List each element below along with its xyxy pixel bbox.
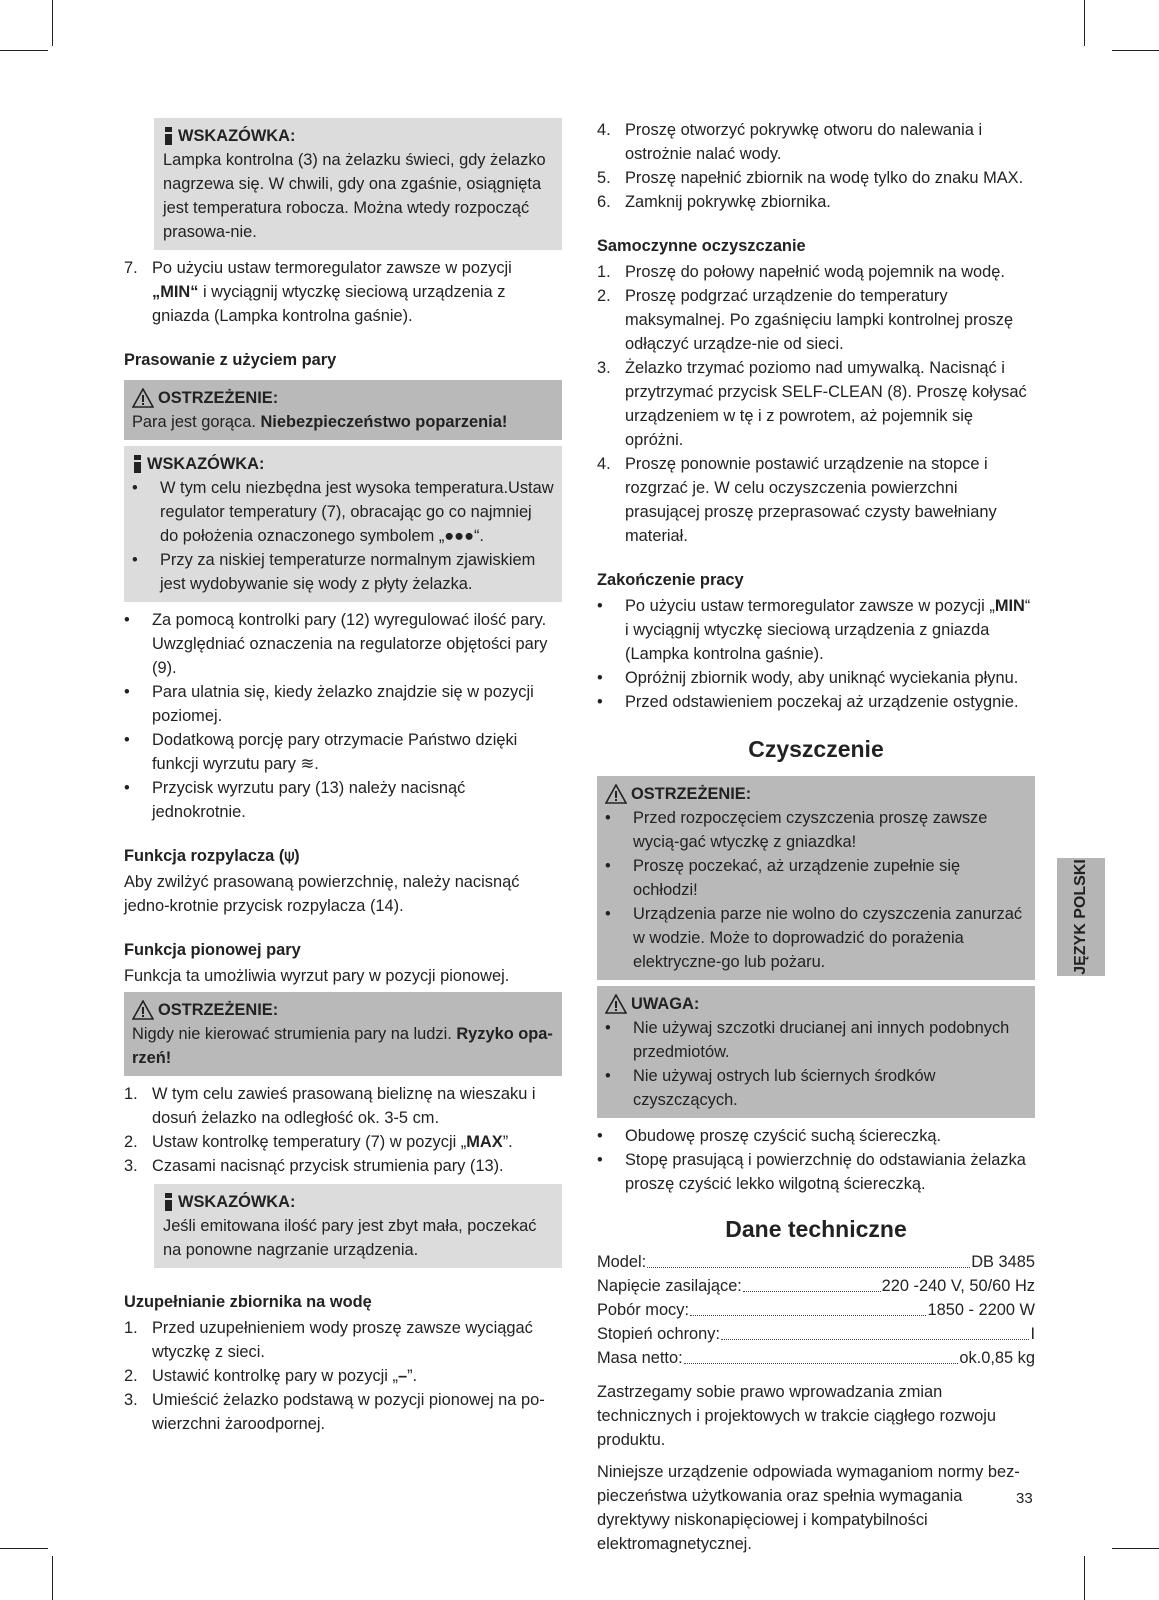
list-item: • Para ulatnia się, kiedy żelazko znajdzie się w pozycji poziomej.	[124, 683, 534, 725]
list-item: 4. Proszę otworzyć pokrywkę otworu do nalewania i ostrożnie nalać wody.	[597, 121, 983, 163]
list-item: 7. Po użyciu ustaw termoregulator zawsze w pozycji „MIN“ i wyciągnij wtyczkę sieciową urządzenia z gniazda (Lampka kontrolna gaśnie).	[124, 259, 512, 325]
list-item: 5. Proszę napełnić zbiornik na wodę tylko do znaku MAX.	[597, 169, 1024, 187]
info-icon	[132, 455, 143, 473]
crop-mark	[1084, 0, 1085, 46]
section-heading: Samoczynne oczyszczanie	[597, 237, 806, 255]
note-box	[154, 118, 562, 250]
section-heading: Prasowanie z użyciem pary	[124, 351, 337, 369]
paragraph: Funkcja ta umożliwia wyrzut pary w pozycji pionowej.	[124, 967, 510, 985]
section-title: Czyszczenie	[748, 736, 884, 762]
note-header: WSKAZÓWKA:	[132, 452, 554, 476]
list-item: • Przy za niskiej temperaturze normalnym zjawiskiem jest wydobywanie się wody z płyty żelazka.	[132, 551, 536, 593]
list-item: • Przed odstawieniem poczekaj aż urządzenie ostygnie.	[597, 693, 1019, 711]
note-header: WSKAZÓWKA:	[163, 124, 554, 148]
spec-row: Pobór mocy: 1850 - 2200 W	[597, 1301, 1035, 1319]
note-box	[154, 1184, 562, 1268]
spec-row: Stopień ochrony: I	[597, 1325, 1035, 1343]
list-item: 3. Żelazko trzymać poziomo nad umywalką. Nacisnąć i przytrzymać przycisk SELF-CLEAN (8). Proszę kołysać urządzeniem w tę i z powrotem, aż pojemnik się opróżni.	[597, 359, 1027, 449]
crop-mark	[0, 50, 48, 51]
warning-triangle-icon	[605, 784, 627, 804]
note-box	[124, 446, 562, 602]
spec-row: Napięcie zasilające: 220 -240 V, 50/60 Hz	[597, 1277, 1035, 1295]
warning-box	[597, 776, 1035, 980]
section-heading: Funkcja pionowej pary	[124, 941, 301, 959]
list-item: • Proszę poczekać, aż urządzenie zupełnie się ochłodzi!	[605, 857, 961, 899]
caution-header: UWAGA:	[605, 992, 1027, 1016]
info-icon	[163, 127, 174, 145]
list-item: • Dodatkową porcję pary otrzymacie Państwo dzięki funkcji wyrzutu pary ≋.	[124, 731, 518, 773]
warning-header: OSTRZEŻENIE:	[132, 998, 554, 1022]
note-text: Jeśli emitowana ilość pary jest zbyt mała, poczekać na ponowne nagrzanie urządzenia.	[163, 1217, 537, 1259]
list-item: 2. Ustawić kontrolkę pary w pozycji „–”.	[124, 1367, 418, 1385]
warning-triangle-icon	[605, 994, 627, 1014]
spec-row: Model: DB 3485	[597, 1253, 1035, 1271]
warning-box: OSTRZEŻENIE: Nigdy nie kierować strumienia pary na ludzi. Ryzyko opa-rzeń!	[124, 992, 562, 1076]
list-item: • Stopę prasującą i powierzchnię do odstawiania żelazka proszę czyścić lekko wilgotną ściereczką.	[597, 1151, 1026, 1193]
list-item: 3. Czasami nacisnąć przycisk strumienia pary (13).	[124, 1157, 504, 1175]
warning-box: OSTRZEŻENIE: Para jest gorąca. Niebezpieczeństwo poparzenia!	[124, 380, 562, 440]
list-item: 2. Proszę podgrzać urządzenie do temperatury maksymalnej. Po zgaśnięciu lampki kontrolnej proszę odłączyć urządze-nie od sieci.	[597, 287, 1014, 353]
section-heading: Funkcja rozpylacza (⍦)	[124, 847, 300, 865]
info-icon	[163, 1193, 174, 1211]
list-item: • Przed rozpoczęciem czyszczenia proszę zawsze wycią-gać wtyczkę z gniazdka!	[605, 809, 988, 851]
list-item: • Przycisk wyrzutu pary (13) należy nacisnąć jednokrotnie.	[124, 779, 466, 821]
section-heading: Zakończenie pracy	[597, 571, 744, 589]
list-item: 4. Proszę ponownie postawić urządzenie na stopce i rozgrzać je. W celu oczyszczenia powierzchni prasującej proszę przeprasować czysty bawełniany materiał.	[597, 455, 997, 545]
list-item: 2. Ustaw kontrolkę temperatury (7) w pozycji „MAX”.	[124, 1133, 513, 1151]
crop-mark	[52, 1556, 53, 1600]
warning-triangle-icon	[132, 388, 154, 408]
paragraph: Niniejsze urządzenie odpowiada wymaganiom normy bez-pieczeństwa użytkowania oraz spełnia wymagania dyrektywy niskonapięciowej i kompatybilności elektromagnetycznej.	[597, 1463, 1020, 1553]
crop-mark	[1112, 1548, 1159, 1549]
language-side-tab: JĘZYK POLSKI	[1057, 858, 1105, 976]
warning-header: OSTRZEŻENIE:	[605, 782, 1027, 806]
crop-mark	[52, 0, 53, 46]
tech-specs	[597, 1250, 1035, 1370]
list-item: • Urządzenia parze nie wolno do czyszczenia zanurzać w wodzie. Może to doprowadzić do porażenia elektryczne-go lub pożaru.	[605, 905, 1023, 971]
list-item: 1. Przed uzupełnieniem wody proszę zawsze wyciągać wtyczkę z sieci.	[124, 1319, 533, 1361]
warning-triangle-icon	[132, 1000, 154, 1020]
list-item: 6. Zamknij pokrywkę zbiornika.	[597, 193, 831, 211]
list-item: • W tym celu niezbędna jest wysoka temperatura.Ustaw regulator temperatury (7), obracając go co najmniej do położenia oznaczonego symbolem „●●●“.	[132, 479, 554, 545]
list-item: 1. W tym celu zawieś prasowaną bieliznę na wieszaku i dosuń żelazko na odległość ok. 3-5 cm.	[124, 1085, 536, 1127]
crop-mark	[1112, 50, 1159, 51]
list-item: • Nie używaj ostrych lub ściernych środków czyszczących.	[605, 1067, 936, 1109]
list-item: • Nie używaj szczotki drucianej ani innych podobnych przedmiotów.	[605, 1019, 1010, 1061]
section-heading: Uzupełnianie zbiornika na wodę	[124, 1293, 372, 1311]
warning-header: OSTRZEŻENIE:	[132, 386, 554, 410]
crop-mark	[0, 1548, 48, 1549]
list-item: • Opróżnij zbiornik wody, aby uniknąć wyciekania płynu.	[597, 669, 1019, 687]
caution-box	[597, 986, 1035, 1118]
crop-mark	[1084, 1556, 1085, 1600]
note-text: Lampka kontrolna (3) na żelazku świeci, gdy żelazko nagrzewa się. W chwili, gdy ona zgaśnie, osiągnięta jest temperatura robocza. Można wtedy rozpocząć prasowa-nie.	[163, 151, 546, 241]
spec-row: Masa netto: ok.0,85 kg	[597, 1349, 1035, 1367]
list-item: • Obudowę proszę czyścić suchą ściereczką.	[597, 1127, 942, 1145]
section-title: Dane techniczne	[725, 1216, 907, 1242]
left-column	[124, 118, 562, 1436]
page-number: 33	[1016, 1490, 1033, 1507]
list-item: 3. Umieścić żelazko podstawą w pozycji pionowej na po-wierzchni żaroodpornej.	[124, 1391, 545, 1433]
list-item: 1. Proszę do połowy napełnić wodą pojemnik na wodę.	[597, 263, 1005, 281]
paragraph: Zastrzegamy sobie prawo wprowadzania zmian technicznych i projektowych w trakcie ciągłego rozwoju produktu.	[597, 1383, 997, 1449]
right-column	[597, 118, 1035, 1562]
list-item: • Za pomocą kontrolki pary (12) wyregulować ilość pary. Uwzględniać oznaczenia na regulatorze objętości pary (9).	[124, 611, 548, 677]
note-header: WSKAZÓWKA:	[163, 1190, 554, 1214]
paragraph: Aby zwilżyć prasowaną powierzchnię, należy nacisnąć jedno-krotnie przycisk rozpylacza (14).	[124, 873, 520, 915]
list-item: • Po użyciu ustaw termoregulator zawsze w pozycji „MIN“ i wyciągnij wtyczkę sieciową urządzenia z gniazda (Lampka kontrolna gaśnie).	[597, 597, 1031, 663]
